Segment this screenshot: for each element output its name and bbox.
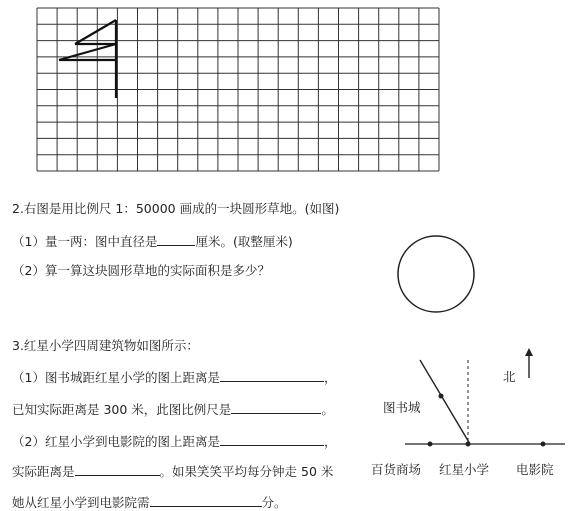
school-dot [466,442,471,447]
q2-part1 [12,232,293,250]
q3-line2-post: 。 [321,402,334,417]
q3-line1 [12,368,336,386]
library-road [420,360,470,444]
circle-figure [393,232,483,322]
q3-line2-answer-blank[interactable] [231,400,321,414]
q3-line4-post: 。如果笑笑平均每分钟走 50 米 [159,464,334,479]
q3-line4-pre: 实际距离是 [12,464,75,479]
store-label: 百货商场 [371,462,422,477]
q3-line1-answer-blank[interactable] [220,368,324,382]
north-arrow-icon [525,348,533,378]
q3-line5 [12,493,287,511]
q3-line1-pre: （1）图书城距红星小学的图上距离是 [12,370,220,385]
q3-line3-pre: （2）红星小学到电影院的图上距离是 [12,434,220,449]
school-label: 红星小学 [439,462,490,477]
cinema-label: 电影院 [516,462,554,477]
q3-line4 [12,462,333,480]
q3-line5-answer-blank[interactable] [150,493,262,507]
q2-part2: （2）算一算这块圆形草地的实际面积是多少？ [12,263,270,278]
q2-part1-answer-blank[interactable] [157,232,195,246]
q2-part1-post: 厘米。(取整厘米) [195,234,293,249]
grid-figure [33,4,453,184]
q3-line2-pre: 已知实际距离是 300 米，此图比例尺是 [12,402,232,417]
q3-title: 3.红星小学四周建筑物如图所示： [12,338,199,353]
library-dot [439,394,444,399]
flag-shape [59,20,116,98]
q2-title: 2.右图是用比例尺 1：50000 画成的一块圆形草地。(如图) [12,201,340,216]
q2-part1-pre: （1）量一两：图中直径是 [12,234,158,249]
north-label: 北 [503,369,516,384]
q3-line3-post: ， [323,434,337,449]
q3-line1-post: ， [323,370,337,385]
q3-line5-post: 分。 [261,495,287,510]
q3-line3 [12,432,336,450]
q3-line4-answer-blank[interactable] [75,462,160,476]
q3-line2 [12,400,334,418]
library-label: 图书城 [383,400,421,415]
cinema-dot [541,442,546,447]
q3-line5-pre: 她从红星小学到电影院需 [12,495,150,510]
q3-line3-answer-blank[interactable] [220,432,324,446]
store-dot [428,442,433,447]
